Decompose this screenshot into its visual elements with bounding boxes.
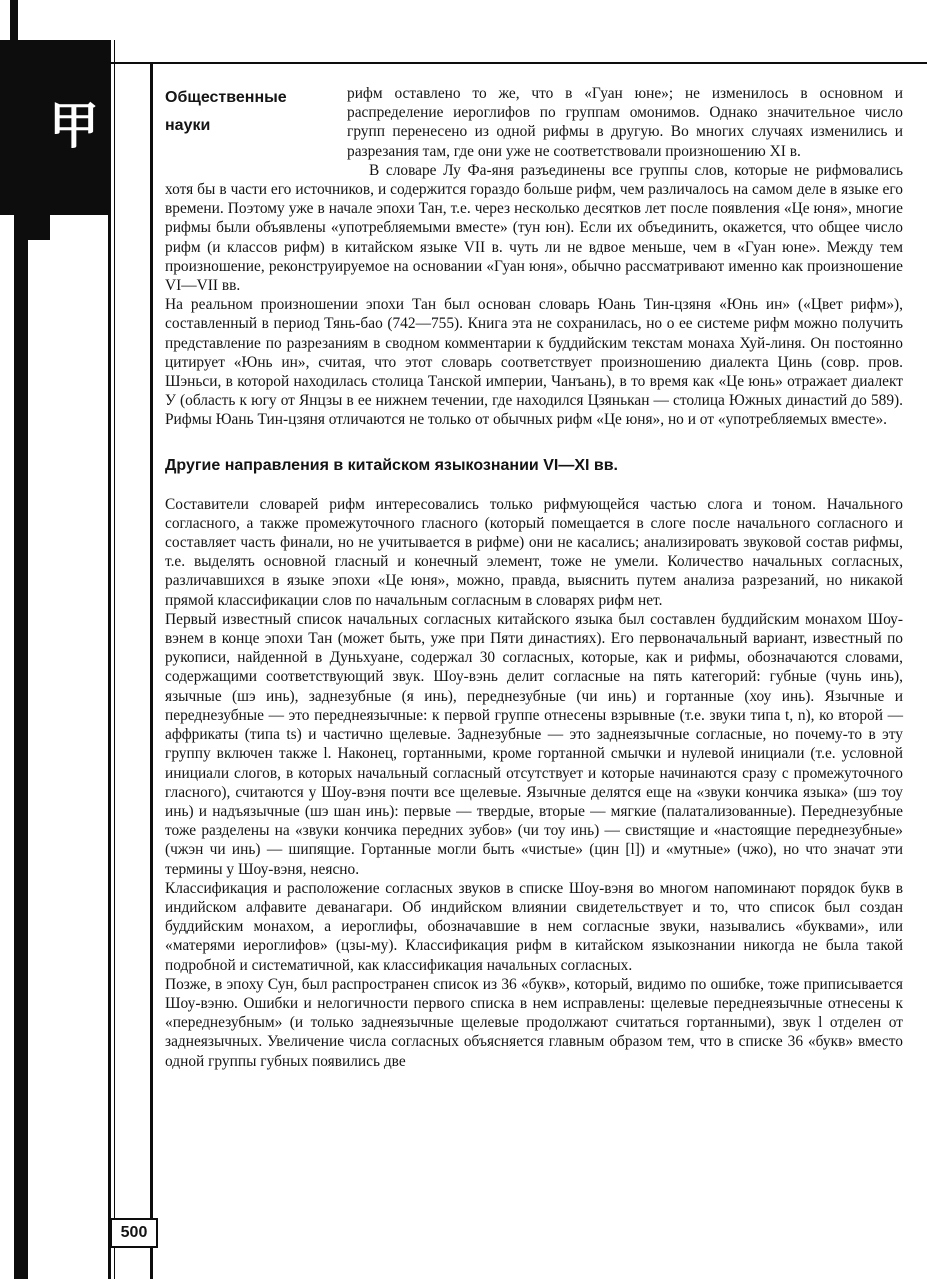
paragraph: Позже, в эпоху Сун, был распространен список из 36 «букв», который, видимо по ошибке, тоже приписывается Шоу-вэню. Ошибки и нелогичности первого списка в нем исправлены: щелевые переднеязычные отнесены к «переднезубным» (и только заднеязычные щелевые продолжают считаться гортанными), звук l отделен от заднеязычных. Увеличение числа согласных объясняется главным образом тем, что в списке 36 «букв» вместо одной группы губных появились две [165, 975, 903, 1070]
column-rule [150, 62, 153, 1279]
page-content [165, 84, 903, 1071]
top-rule [108, 62, 927, 64]
column-rule [114, 40, 115, 1279]
column-rule [108, 40, 111, 1279]
section-heading: Другие направления в китайском языкознании VI—XI вв. [165, 456, 618, 474]
scan-edge [14, 200, 28, 1279]
page-number: 500 [110, 1218, 158, 1248]
paragraph: На реальном произношении эпохи Тан был основан словарь Юань Тин-цзяня «Юнь ин» («Цвет рифм»), составленный в период Тянь-бао (742—755). Книга эта не сохранилась, но о ее системе рифм можно получить представление по разрезаниям в сводном комментарии к буддийским текстам монаха Хуй-линя. Он постоянно цитирует «Юнь ин», считая, что этот словарь соответствует произношению диалекта Цинь (совр. пров. Шэньси, в которой находилась столица Танской империи, Чанъань), в то время как «Це юнь» отражает диалект У (область к югу от Янцзы в ее нижнем течении, где находился Цзянькан — столица Южных династий до 589). Рифмы Юань Тин-цзяня отличаются не только от обычных рифм «Це юня», но и от «употребляемых вместе». [165, 296, 903, 429]
scan-edge [10, 0, 18, 60]
paragraph: Составители словарей рифм интересовались только рифмующейся частью слога и тоном. Начального согласного, а также промежуточного гласного (который помещается в слоге после начального согласного и составляет часть финали, но не учитывается в рифме) они не касались; анализировать звуковой состав рифмы, т.е. выделять основной гласный и конечный элемент, тоже не умели. Количество начальных согласных, различавшихся в языке эпохи «Це юня», можно, правда, выяснить путем анализа разрезаний, но никакой прямой классификации слов по начальным согласным в словарях рифм нет. [165, 495, 903, 609]
paragraph: рифм оставлено то же, что в «Гуан юне»; не изменилось в основном и распределение иероглифов по группам омонимов. Однако значительное число групп перенесено из одной рифмы в другую. Во многих случаях изменились и разрезания там, где они уже не соответствовали произношению XI в. [347, 85, 903, 160]
section-tag: Общественные науки [165, 89, 287, 134]
paragraph: В словаре Лу Фа-яня разъединены все группы слов, которые не рифмовались хотя бы в части его источников, и содержится гораздо больше рифм, чем различалось на самом деле в языке его времени. Поэтому уже в начале эпохи Тан, т.е. через несколько десятков лет после появления «Це юня», многие рифмы были объявлены «употребляемыми вместе» (тун юн). Если их объединить, окажется, что общее число рифм (и классов рифм) в китайском языке VII в. чуть ли не вдвое меньше, чем в «Гуан юне». Между тем произношение, реконструируемое на основании «Гуан юня», обычно рассматривают именно как произношение VI—VII вв. [165, 161, 903, 295]
scan-edge [28, 200, 50, 240]
section-glyph-icon: 甲 [49, 97, 99, 155]
paragraph: Первый известный список начальных согласных китайского языка был составлен буддийским монахом Шоу-вэнем в конце эпохи Тан (может быть, уже при Пяти династиях). Его первоначальный вариант, известный по рукописи, найденной в Дуньхуане, содержал 30 согласных, которые, как и рифмы, обозначаются словами, содержащими соответствующий звук. Шоу-вэнь делит согласные на пять категорий: губные (чунь инь), язычные (шэ инь), заднезубные (я инь), переднезубные (чи инь) и гортанные (хоу инь). Язычные и переднезубные — это переднеязычные: к первой группе отнесены взрывные (т.е. звуки типа t, n), ко второй — аффрикаты (типа ts) и частично щелевые. Заднезубные — это заднеязычные согласные, но почему-то в эту группу включен также l. Наконец, гортанными, кроме гортанной смычки и нулевой инициали (т.е. условной инициали слогов, в которых начальный согласный отсутствует и которые начинаются сразу с промежуточного гласного), считаются у Шоу-вэня почти все щелевые. Язычные делятся еще на «звуки кончика языка» (шэ тоу инь) и надъязычные (шэ шан инь): первые — твердые, вторые — мягкие (палатализованные). Переднезубные тоже разделены на «звуки кончика передних зубов» (чи тоу инь) — свистящие и «настоящие переднезубные» (чжэн чи инь) — шипящие. Гортанные могли быть «чистые» (цин [l]) и «мутные» (чжо), но что значат эти термины у Шоу-вэня, неясно. [165, 610, 903, 878]
margin-strip [0, 0, 108, 1279]
paragraph: Классификация и расположение согласных звуков в списке Шоу-вэня во многом напоминают порядок букв в индийском алфавите деванагари. Об индийском влиянии свидетельствует и то, что список был создан буддийским монахом, а иероглифы, обозначавшие в нем согласные звуки, назывались «буквами», или «матерями иероглифов» (цзы-му). Классификация рифм в китайском языкознании никогда не была такой подробной и систематичной, как классификация начальных согласных. [165, 879, 903, 974]
